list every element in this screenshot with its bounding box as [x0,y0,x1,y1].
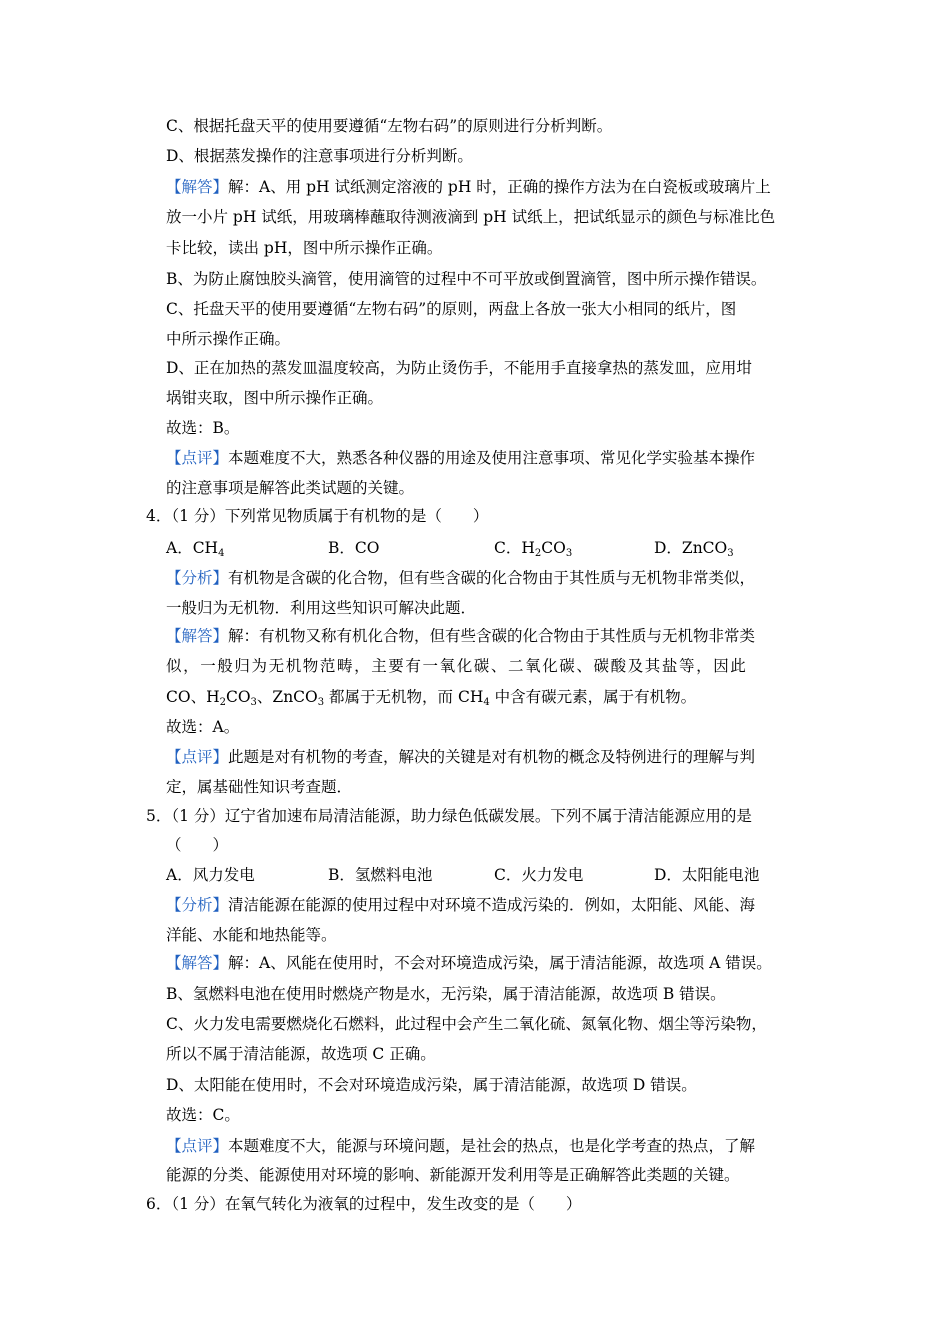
subscript: 3 [565,548,573,559]
text: 解：A、风能在使用时，不会对环境造成污染，属于清洁能源，故选项 A 错误。 [228,954,772,972]
option-d-text: D．ZnCO [654,539,728,557]
text-line: 定，属基础性知识考查题． [166,778,353,796]
text-line [166,1135,816,1157]
text-line [166,447,816,469]
text-line: C、根据托盘天平的使用要遵循“左物右码”的原则进行分析判断。 [166,117,613,135]
text-line: 似，一般归为无机物范畴，主要有一氧化碳、二氧化碳、碳酸及其盐等，因此 [166,657,748,675]
analysis-tag: 【分析】 [166,569,229,587]
text-line: 故选：C。 [166,1106,240,1124]
option-c-text: C．H [494,539,535,557]
question-5: 5．（1 分）辽宁省加速布局清洁能源，助力绿色低碳发展。下列不属于清洁能源应用的是 [146,807,752,825]
answer-tag: 【解答】 [166,178,229,196]
text-line: 故选：B。 [166,419,240,437]
text: 解：有机物又称有机化合物，但有些含碳的化合物由于其性质与无机物非常类 [228,627,756,645]
question-5-paren: （ ） [166,836,229,854]
question-4-options [166,537,816,559]
option-d [654,537,734,559]
comment-tag: 【点评】 [166,449,229,467]
comment-tag: 【点评】 [166,748,229,766]
analysis-tag: 【分析】 [166,896,229,914]
text: 解：A、用 pH 试纸测定溶液的 pH 时，正确的操作方法为在白瓷板或玻璃片上 [228,178,771,196]
option-a: A．风力发电 [166,866,255,884]
text: 本题难度不大，熟悉各种仪器的用途及使用注意事项、常见化学实验基本操作 [228,449,756,467]
subscript: 2 [534,548,542,559]
text: 清洁能源在能源的使用过程中对环境不造成污染的．例如，太阳能、风能、海 [228,896,756,914]
text-line [166,567,816,589]
answer-tag: 【解答】 [166,954,229,972]
text-line [166,686,816,708]
text-line [166,176,816,198]
text: 有机物是含碳的化合物，但有些含碳的化合物由于其性质与无机物非常类似， [228,569,756,587]
question-5-options [166,864,816,886]
subscript: 3 [250,697,257,708]
text-line: 洋能、水能和地热能等。 [166,926,337,944]
subscript: 4 [218,548,225,559]
text-line: 埚钳夹取，图中所示操作正确。 [166,389,384,407]
question-6: 6．（1 分）在氧气转化为液氧的过程中，发生改变的是（ ） [146,1195,582,1213]
text: 都属于无机物，而 CH [324,688,484,706]
option-a-text: A．CH [166,539,219,557]
text-line [166,625,816,647]
answer-tag: 【解答】 [166,627,229,645]
text-line [166,952,816,974]
option-d: D．太阳能电池 [654,866,760,884]
comment-tag: 【点评】 [166,1137,229,1155]
text-line: D、正在加热的蒸发皿温度较高，为防止烫伤手，不能用手直接拿热的蒸发皿，应用坩 [166,359,752,377]
text-line: 的注意事项是解答此类试题的关键。 [166,479,415,497]
text-line: 故选：A。 [166,718,240,736]
option-a [166,537,224,559]
text-line: 能源的分类、能源使用对环境的影响、新能源开发利用等是正确解答此类题的关键。 [166,1166,740,1184]
text-line: 中所示操作正确。 [166,330,291,348]
subscript: 4 [483,697,490,708]
text-line: C、火力发电需要燃烧化石燃料，此过程中会产生二氧化硫、氮氧化物、烟尘等污染物， [166,1015,767,1033]
text-line: D、根据蒸发操作的注意事项进行分析判断。 [166,147,473,165]
text-line: 放一小片 pH 试纸，用玻璃棒蘸取待测液滴到 pH 试纸上，把试纸显示的颜色与标准比色 [166,208,776,226]
option-b: B．CO [328,539,380,557]
text-line: 所以不属于清洁能源，故选项 C 正确。 [166,1045,436,1063]
text-line [166,894,816,916]
option-c-text: CO [541,539,566,557]
text-line: C、托盘天平的使用要遵循“左物右码”的原则，两盘上各放一张大小相同的纸片，图 [166,300,737,318]
subscript: 3 [727,548,734,559]
text: 本题难度不大，能源与环境问题，是社会的热点，也是化学考查的热点，了解 [228,1137,756,1155]
text-line: 卡比较，读出 pH，图中所示操作正确。 [166,239,443,257]
text: 此题是对有机物的考查，解决的关键是对有机物的概念及特例进行的理解与判 [228,748,756,766]
text-line: B、氢燃料电池在使用时燃烧产物是水，无污染，属于清洁能源，故选项 B 错误。 [166,985,726,1003]
text: CO [225,688,251,706]
option-c [494,537,572,559]
text: CO、H [166,688,220,706]
question-4: 4．（1 分）下列常见物质属于有机物的是（ ） [146,507,489,525]
text-line: D、太阳能在使用时，不会对环境造成污染，属于清洁能源，故选项 D 错误。 [166,1076,697,1094]
text-line [166,746,816,768]
option-c: C．火力发电 [494,866,584,884]
text: 中含有碳元素，属于有机物。 [489,688,697,706]
text-line: 一般归为无机物．利用这些知识可解决此题． [166,599,477,617]
text: 、ZnCO [256,688,318,706]
text-line: B、为防止腐蚀胶头滴管，使用滴管的过程中不可平放或倒置滴管，图中所示操作错误。 [166,270,767,288]
option-b: B．氢燃料电池 [328,866,433,884]
subscript: 2 [219,697,226,708]
subscript: 3 [317,697,325,708]
